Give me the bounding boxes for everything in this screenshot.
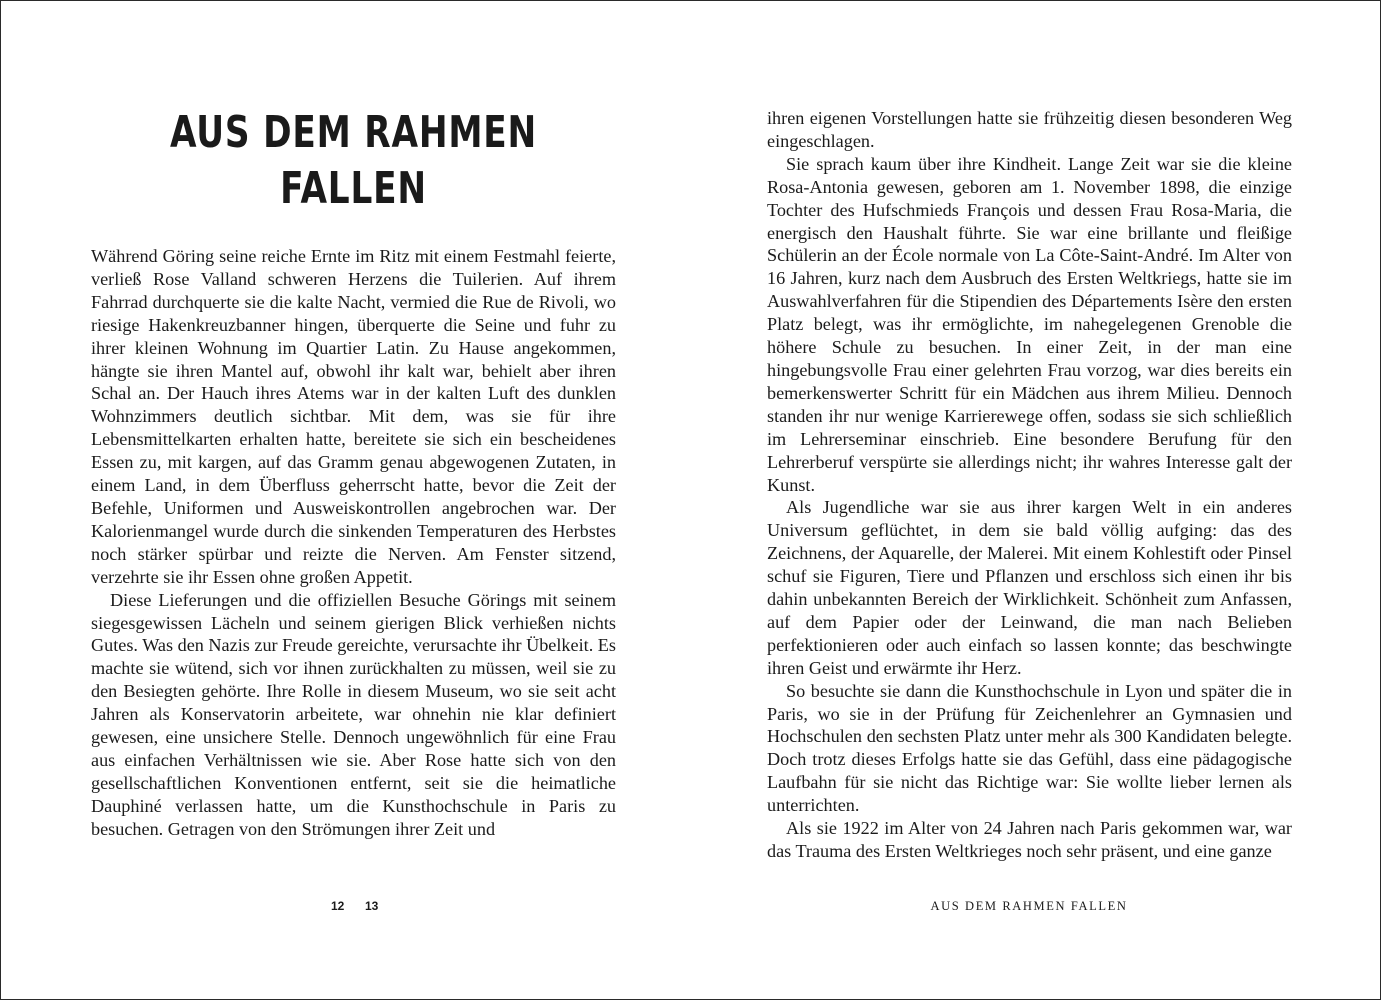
paragraph: Während Göring seine reiche Ernte im Ritz mit einem Festmahl feierte, verließ Rose Valland schweren Herzens die Tuilerien. Auf ihrem Fahrrad durchquerte sie die kalte Nacht, vermied die Rue de Rivoli, wo riesige Hakenkreuzbanner hingen, überquerte die Seine und fuhr zu ihrer kleinen Wohnung im Quartier Latin. Zu Hause angekommen, hängte sie ihren Mantel auf, obwohl ihr kalt war, behielt aber ihren Schal an. Der Hauch ihres Atems war in der kalten Luft des dunklen Wohnzimmers deutlich sichtbar. Mit dem, was sie für ihre Lebensmittelkarten erhalten hatte, bereitete sie sich ein bescheidenes Essen zu, mit kargen, auf das Gramm genau abgewogenen Zutaten, in einem Land, in dem Überfluss geherrscht hatte, bevor die Zeit der Befehle, Uniformen und Ausweiskontrollen angebrochen war. Der Kalorienmangel wurde durch die sinkenden Temperaturen des Herbstes noch stärker spürbar und reizte die Nerven. Am Fenster sitzend, verzehrte sie ihr Essen ohne großen Appetit. xyxy=(91,246,616,587)
paragraph: Als sie 1922 im Alter von 24 Jahren nach Paris gekommen war, war das Trauma des Ersten Weltkrieges noch sehr präsent, und eine ganze xyxy=(767,818,1292,861)
paragraph: So besuchte sie dann die Kunsthochschule in Lyon und später die in Paris, wo sie in der Prüfung für Zeichenlehrer an Gymnasien und Hochschulen den sechsten Platz unter mehr als 300 Kandidaten belegte. Doch trotz dieses Erfolgs hatte sie das Gefühl, dass eine pädagogische Laufbahn für sie nicht das Richtige war: Sie wollte lieber lernen als unterrichten. xyxy=(767,680,1292,816)
chapter-title-line-2: FALLEN xyxy=(280,163,427,214)
paragraph: Diese Lieferungen und die offiziellen Besuche Görings mit seinem siegesgewissen Lächeln und seinem gierigen Blick verhießen nichts Gutes. Was den Nazis zur Freude gereichte, verursachte ihr Übelkeit. Es machte sie wütend, sich vor ihnen zurückhalten zu müssen, weil sie zu den Besiegten gehörte. Ihre Rolle in diesem Museum, wo sie seit acht Jahren als Konservatorin arbeitete, war ohnehin nie klar definiert gewesen, eine unsichere Stelle. Dennoch ungewöhnlich für eine Frau aus einfachen Verhältnissen wie sie. Aber Rose hatte sich von den gesellschaftlichen Konventionen entfernt, seit sie die heimatliche Dauphiné verlassen hatte, um die Kunsthochschule in Paris zu besuchen. Getragen von den Strömungen ihrer Zeit und xyxy=(91,589,616,839)
page-number-right: 13 xyxy=(365,899,379,913)
left-page xyxy=(1,1,691,999)
left-body-text xyxy=(91,245,616,841)
chapter-title-line-1: AUS DEM RAHMEN xyxy=(169,107,538,158)
page-number-left: 12 xyxy=(331,899,345,913)
running-header: AUS DEM RAHMEN FALLEN xyxy=(930,899,1128,913)
paragraph: ihren eigenen Vorstellungen hatte sie frühzeitig diesen besonderen Weg eingeschlagen. xyxy=(767,108,1292,151)
paragraph: Sie sprach kaum über ihre Kindheit. Lange Zeit war sie die kleine Rosa-Antonia gewesen, geboren am 1. November 1898, die einzige Tochter des Hufschmieds François und dessen Frau Rosa-Maria, die energisch den Haushalt führte. Sie war eine brillante und fleißige Schülerin an der École normale von La Côte-Saint-André. Im Alter von 16 Jahren, kurz nach dem Ausbruch des Ersten Weltkriegs, hatte sie im Auswahlverfahren für die Stipendien des Départements Isère den ersten Platz belegt, was ihr ermöglichte, im nahegelegenen Grenoble die höhere Schule zu besuchen. In einer Zeit, in der man eine hingebungsvolle Frau einer gelehrten Frau vorzog, war dies bereits ein bemerkenswerter Schritt für ein Mädchen aus ihrem Milieu. Dennoch standen ihr nur wenige Karrierewege offen, sodass sie sich schließlich im Lehrerseminar einschrieb. Eine besondere Berufung für den Lehrerberuf verspürte sie allerdings nicht; ihr wahres Interesse galt der Kunst. xyxy=(767,153,1292,495)
right-page xyxy=(691,1,1381,999)
right-body-text xyxy=(767,107,1292,863)
chapter-title xyxy=(149,105,559,217)
paragraph: Als Jugendliche war sie aus ihrer kargen Welt in ein anderes Universum geflüchtet, in dem sie bald völlig aufging: das des Zeichnens, der Aquarelle, der Malerei. Mit einem Kohlestift oder Pinsel schuf sie Figuren, Tiere und Pflanzen und erschloss sich einen ihr bis dahin unbekannten Bereich der Wirklichkeit. Schönheit zum Anfassen, auf dem Papier oder der Leinwand, die man nach Belieben perfektionieren oder auch einfach so lassen konnte; das beschwingte ihren Geist und erwärmte ihr Herz. xyxy=(767,497,1292,678)
